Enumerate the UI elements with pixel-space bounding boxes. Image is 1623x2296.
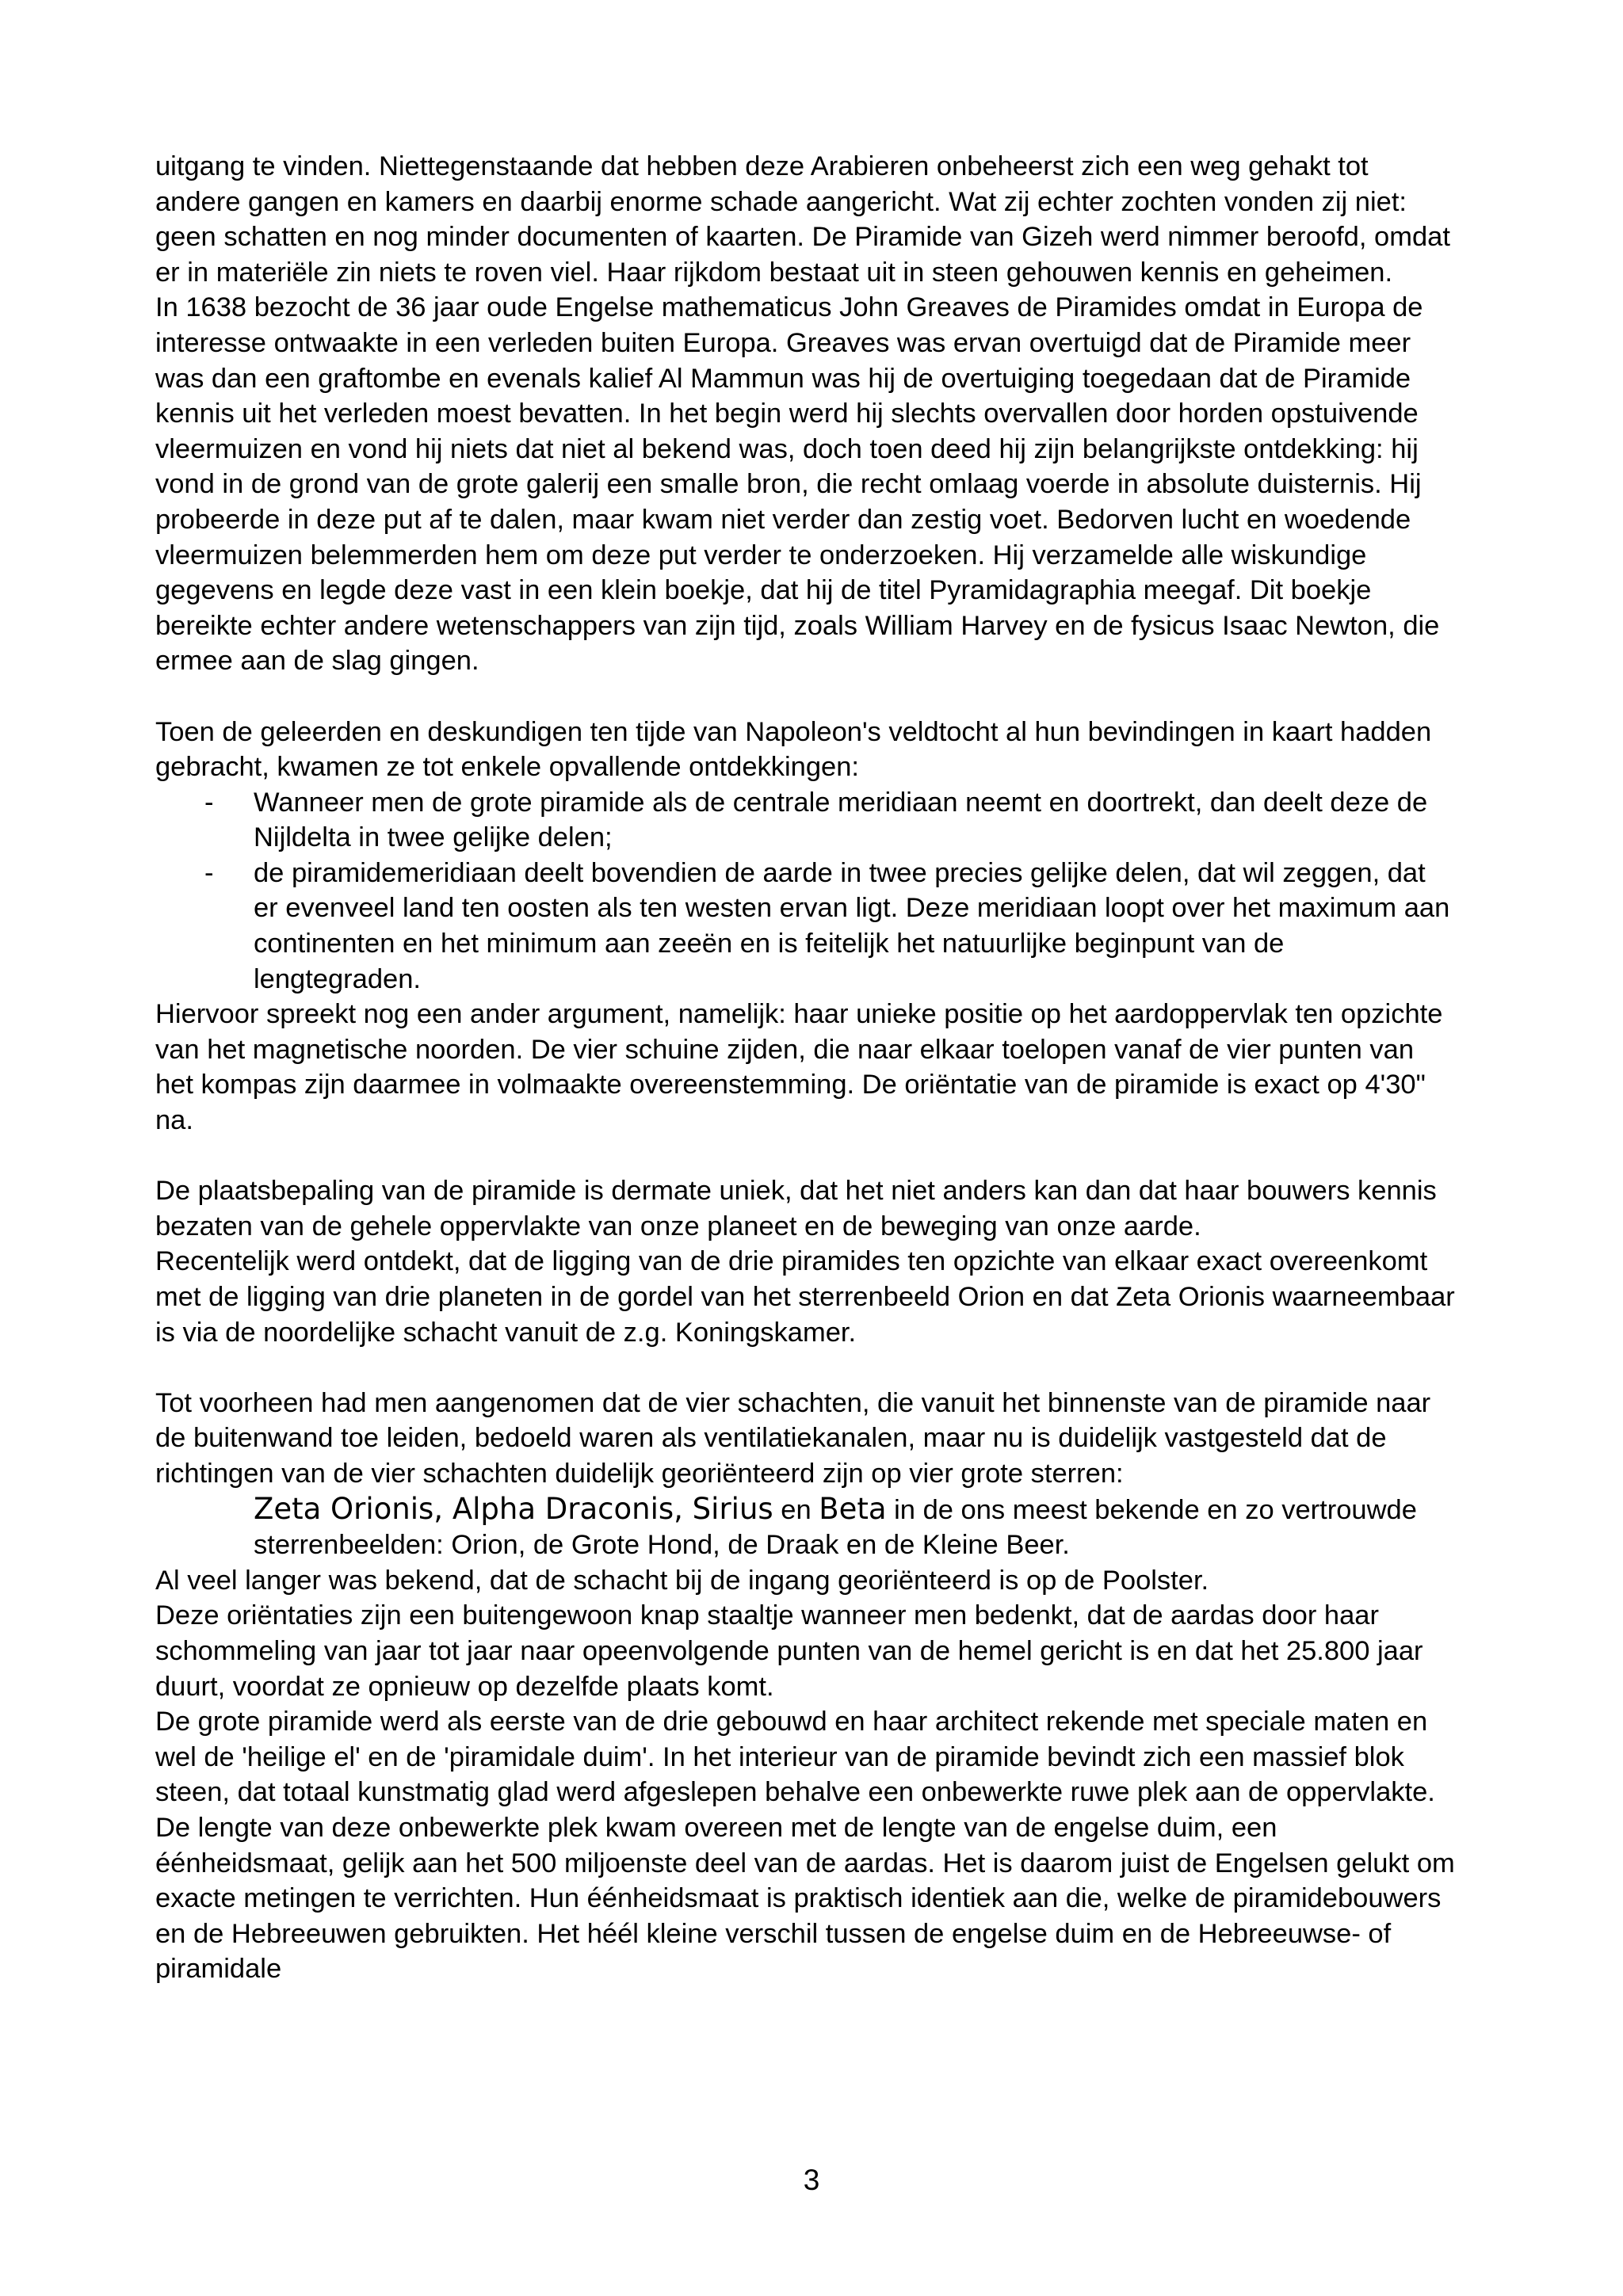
paragraph: De grote piramide werd als eerste van de drie gebouwd en haar architect rekende met speciale maten en wel de 'heilige el' en de 'piramidale duim'. In het interieur van de piramide bevindt zich een massief blok steen, dat totaal kunstmatig glad werd afgeslepen behalve een onbewerkte ruwe plek aan de oppervlakte. De lengte van deze onbewerkte plek kwam overeen met de lengte van de engelse duim, een éénheidsmaat, gelijk aan het 500 miljoenste deel van de aardas. Het is daarom juist de Engelsen gelukt om exacte metingen te verrichten. Hun éénheidsmaat is praktisch identiek aan die, welke de piramidebouwers en de Hebreeuwen gebruikten. Het héél kleine verschil tussen de engelse duim en de Hebreeuwse- of piramidale bbox=[155, 1707, 1455, 1985]
paragraph: In 1638 bezocht de 36 jaar oude Engelse mathematicus John Greaves de Piramides omdat in Europa de interesse ontwaakte in een verleden buiten Europa. Greaves was ervan overtuigd dat de Piramide meer was dan een graftombe en evenals kalief Al Mammun was hij de overtuiging toegedaan dat de Piramide kennis uit het verleden moest bevatten. In het begin werd hij slechts overvallen door horden opstuivende vleermuizen en vond hij niets dat niet al bekend was, doch toen deed hij zijn belangrijkste ontdekking: hij vond in de grond van de grote galerij een smalle bron, die recht omlaag voerde in absolute duisternis. Hij probeerde in deze put af te dalen, maar kwam niet verder dan zestig voet. Bedorven lucht en woedende vleermuizen belemmerden hem om deze put verder te onderzoeken. Hij verzamelde alle wiskundige gegevens en legde deze vast in een klein boekje, dat hij de titel Pyramidagraphia meegaf. Dit boekje bereikte echter andere wetenschappers van zijn tijd, zoals William Harvey en de fysicus Isaac Newton, die ermee aan de slag gingen. bbox=[155, 292, 1440, 677]
star-conjunction: en bbox=[773, 1494, 819, 1525]
paragraph: Al veel langer was bekend, dat de schacht bij de ingang georiënteerd is op de Poolster. bbox=[155, 1565, 1209, 1596]
body-text bbox=[155, 149, 1455, 1987]
page-number: 3 bbox=[803, 2164, 820, 2196]
paragraph-gap bbox=[155, 1350, 1455, 1386]
bullet-item bbox=[155, 785, 1455, 856]
star-names: Zeta Orionis, Alpha Draconis, Sirius bbox=[254, 1491, 773, 1526]
paragraph: De plaatsbepaling van de piramide is dermate uniek, dat het niet anders kan dan dat haar bouwers kennis bezaten van de gehele oppervlakte van onze planeet en de beweging van onze aarde. bbox=[155, 1176, 1437, 1241]
bullet-item bbox=[155, 856, 1455, 997]
bullet-text: Wanneer men de grote piramide als de centrale meridiaan neemt en doortrekt, dan deelt deze de Nijldelta in twee gelijke delen; bbox=[254, 787, 1428, 853]
paragraph: Recentelijk werd ontdekt, dat de ligging van de drie piramides ten opzichte van elkaar exact overeenkomt met de ligging van drie planeten in de gordel van het sterrenbeeld Orion en dat Zeta Orionis waarneembaar is via de noordelijke schacht vanuit de z.g. Koningskamer. bbox=[155, 1246, 1455, 1348]
paragraph: Hiervoor spreekt nog een ander argument, namelijk: haar unieke positie op het aardoppervlak ten opzichte van het magnetische noorden. De vier schuine zijden, die naar elkaar toelopen vanaf de vier punten van het kompas zijn daarmee in volmaakte overeenstemming. De oriëntatie van de piramide is exact op 4'30" na. bbox=[155, 999, 1443, 1136]
paragraph-gap bbox=[155, 679, 1455, 715]
paragraph: Tot voorheen had men aangenomen dat de vier schachten, die vanuit het binnenste van de piramide naar de buitenwand toe leiden, bedoeld waren als ventilatiekanalen, maar nu is duidelijk vastgesteld dat de richtingen van de vier schachten duidelijk georiënteerd zijn op vier grote sterren: bbox=[155, 1387, 1431, 1489]
bullet-text: de piramidemeridiaan deelt bovendien de aarde in twee precies gelijke delen, dat wil zeggen, dat er evenveel land ten oosten als ten westen ervan ligt. Deze meridiaan loopt over het maximum aan continenten en het minimum aan zeeën en is feitelijk het natuurlijke beginpunt van de lengtegraden. bbox=[254, 857, 1450, 994]
paragraph: Deze oriëntaties zijn een buitengewoon knap staaltje wanneer men bedenkt, dat de aardas door haar schommeling van jaar tot jaar naar opeenvolgende punten van de hemel gericht is en dat het 25.800 jaar duurt, voordat ze opnieuw op dezelfde plaats komt. bbox=[155, 1600, 1423, 1702]
bullet-dash: - bbox=[204, 857, 214, 888]
bullet-dash: - bbox=[204, 787, 214, 818]
star-list-rest: in de ons meest bekende en zo vertrouwde sterrenbeelden: Orion, de Grote Hond, de Draak en de Kleine Beer. bbox=[254, 1494, 1417, 1561]
paragraph: Toen de geleerden en deskundigen ten tijde van Napoleon's veldtocht al hun bevindingen in kaart hadden gebracht, kwamen ze tot enkele opvallende ontdekkingen: bbox=[155, 716, 1432, 783]
paragraph: uitgang te vinden. Niettegenstaande dat hebben deze Arabieren onbeheerst zich een weg gehakt tot andere gangen en kamers en daarbij enorme schade aangericht. Wat zij echter zochten vonden zij niet: geen schatten en nog minder documenten of kaarten. De Piramide van Gizeh werd nimmer beroofd, omdat er in materiële zin niets te roven viel. Haar rijkdom bestaat uit in steen gehouwen kennis en geheimen. bbox=[155, 151, 1450, 288]
star-list bbox=[155, 1492, 1455, 1563]
star-name-beta: Beta bbox=[819, 1491, 887, 1526]
paragraph-gap bbox=[155, 1138, 1455, 1174]
